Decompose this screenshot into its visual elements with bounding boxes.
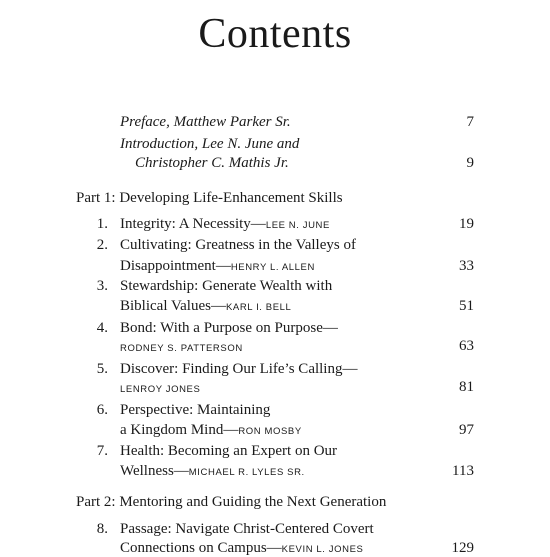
chapter-number: 4. xyxy=(96,320,108,336)
chapter-number: 8. xyxy=(96,521,108,537)
chapter-title: Stewardship: Generate Wealth with xyxy=(120,278,333,294)
chapter-author: MICHAEL R. LYLES SR. xyxy=(188,467,305,478)
chapter-title-line xyxy=(120,540,363,557)
chapter-page: 51 xyxy=(459,298,474,314)
chapter-author: RON MOSBY xyxy=(238,426,302,437)
chapter-title: Cultivating: Greatness in the Valleys of xyxy=(120,237,356,253)
chapter-title-line xyxy=(120,422,302,439)
chapter-page: 97 xyxy=(459,422,474,438)
chapter-title: Health: Becoming an Expert on Our xyxy=(120,443,338,459)
intro-page: 9 xyxy=(466,155,474,171)
chapter-author: HENRY L. ALLEN xyxy=(230,262,315,273)
chapter-title: Wellness— xyxy=(120,463,189,479)
preface-line: Preface, Matthew Parker Sr. xyxy=(120,114,291,130)
intro-line-2: Christopher C. Mathis Jr. xyxy=(135,155,289,171)
chapter-page: 63 xyxy=(459,338,474,354)
chapter-title: Connections on Campus— xyxy=(120,540,282,556)
chapter-number: 7. xyxy=(96,443,108,459)
chapter-title: Passage: Navigate Christ-Centered Covert xyxy=(120,521,374,537)
chapter-author: KEVIN L. JONES xyxy=(281,544,364,555)
chapter-number: 1. xyxy=(96,216,108,232)
chapter-author: LENROY JONES xyxy=(120,384,201,395)
chapter-page: 113 xyxy=(452,463,474,479)
part-2-heading: Part 2: Mentoring and Guiding the Next Generation xyxy=(76,494,387,510)
chapter-number: 5. xyxy=(96,361,108,377)
chapter-title: a Kingdom Mind— xyxy=(120,422,239,438)
chapter-title-line xyxy=(120,463,305,480)
chapter-title: Disappointment— xyxy=(120,258,231,274)
chapter-page: 129 xyxy=(451,540,474,556)
chapter-title: Bond: With a Purpose on Purpose— xyxy=(120,320,338,336)
chapter-title: Integrity: A Necessity— xyxy=(120,216,266,232)
chapter-author: LEE N. JUNE xyxy=(265,220,330,231)
chapter-page: 33 xyxy=(459,258,474,274)
page-title: Contents xyxy=(198,11,352,57)
chapter-author: KARL I. BELL xyxy=(225,302,292,313)
chapter-title-line xyxy=(120,298,291,315)
chapter-title: Discover: Finding Our Life’s Calling— xyxy=(120,361,358,377)
chapter-page: 81 xyxy=(459,379,474,395)
chapter-title-line xyxy=(120,216,330,233)
chapter-title-line xyxy=(120,258,315,275)
intro-line-1: Introduction, Lee N. June and xyxy=(120,136,300,152)
chapter-number: 6. xyxy=(96,402,108,418)
chapter-author: RODNEY S. PATTERSON xyxy=(120,343,243,354)
chapter-number: 3. xyxy=(96,278,108,294)
chapter-number: 2. xyxy=(96,237,108,253)
chapter-title: Perspective: Maintaining xyxy=(120,402,271,418)
part-1-heading: Part 1: Developing Life-Enhancement Skills xyxy=(76,190,343,206)
preface-page: 7 xyxy=(466,114,474,130)
chapter-page: 19 xyxy=(459,216,474,232)
chapter-title: Biblical Values— xyxy=(120,298,226,314)
